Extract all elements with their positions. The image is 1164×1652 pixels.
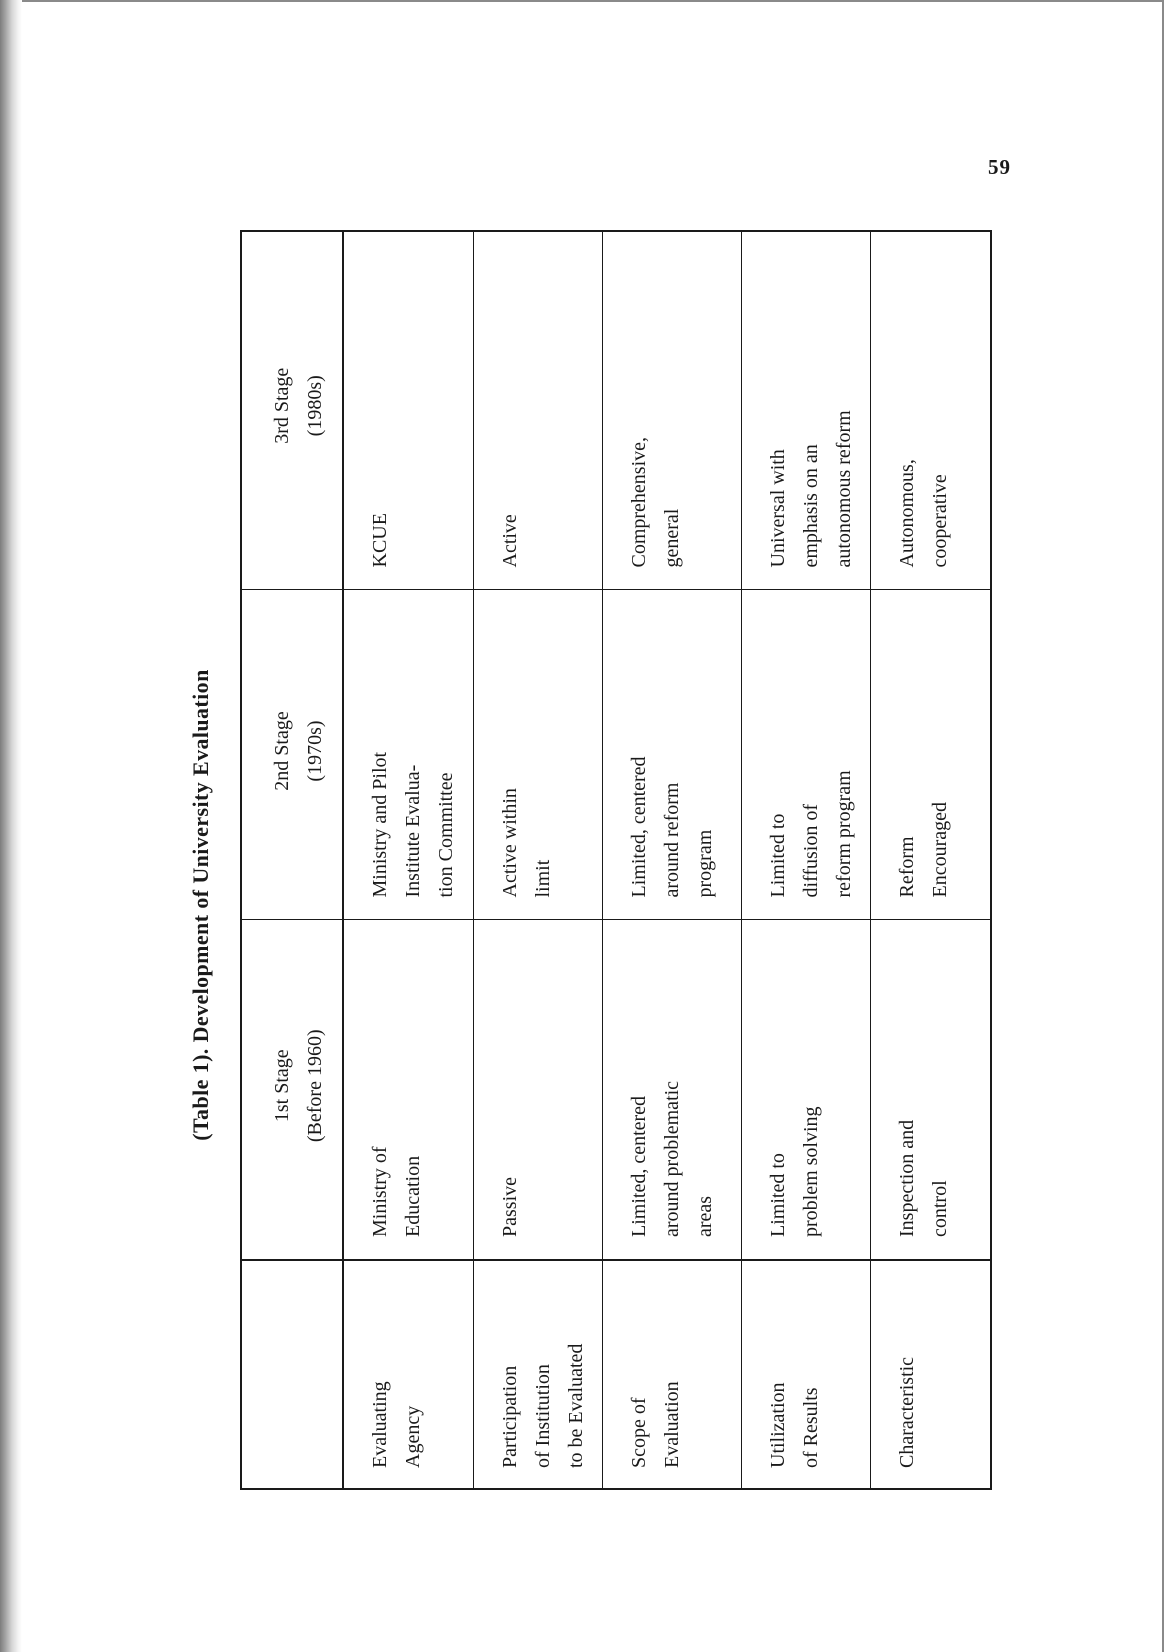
row-label: Utilization of Results [741, 1260, 870, 1490]
row-label: Scope of Evaluation [603, 1260, 742, 1490]
table-cell: Reform Encouraged [870, 590, 991, 920]
table-cell: Limited, centered around problematic areas [603, 920, 742, 1260]
table-row [603, 230, 742, 1490]
evaluation-table [240, 230, 992, 1490]
table-cell: Passive [474, 920, 603, 1260]
table-title: (Table 1). Development of University Evaluation [188, 669, 213, 1141]
row-label: Participation of Institution to be Evaluated [474, 1260, 603, 1490]
table-header-row [240, 230, 343, 1490]
table-row [343, 230, 474, 1490]
table-cell: Universal with emphasis on an autonomous reform [766, 410, 855, 568]
rotated-table-region [180, 80, 990, 1490]
page-number: 59 [988, 155, 1011, 179]
table-cell: Active [499, 514, 522, 568]
table-cell: Autonomous, cooperative [895, 459, 951, 568]
table-cell: Ministry and Pilot Institute Evalua- tion Committee [343, 590, 474, 920]
table-row [741, 230, 870, 1490]
table-row [870, 230, 991, 1490]
header-3rd-stage: 3rd Stage (1980s) [240, 230, 343, 590]
table-row [474, 230, 603, 1490]
table-cell: Inspection and control [870, 920, 991, 1260]
scan-edge-shadow [0, 0, 22, 1652]
table-cell: KCUE [369, 513, 391, 568]
row-label: Evaluating Agency [343, 1260, 474, 1490]
table-cell: Active within limit [474, 590, 603, 920]
header-2nd-stage: 2nd Stage (1970s) [240, 590, 343, 920]
table-cell: Limited to problem solving [741, 920, 870, 1260]
table-cell: Ministry of Education [343, 920, 474, 1260]
row-label: Characteristic [870, 1260, 991, 1490]
header-1st-stage: 1st Stage (Before 1960) [240, 920, 343, 1260]
table-cell: Limited, centered around reform program [603, 590, 742, 920]
table-cell: Limited to diffusion of reform program [741, 590, 870, 920]
table-cell: Comprehensive, general [628, 436, 684, 568]
header-empty-cell [240, 1260, 343, 1490]
